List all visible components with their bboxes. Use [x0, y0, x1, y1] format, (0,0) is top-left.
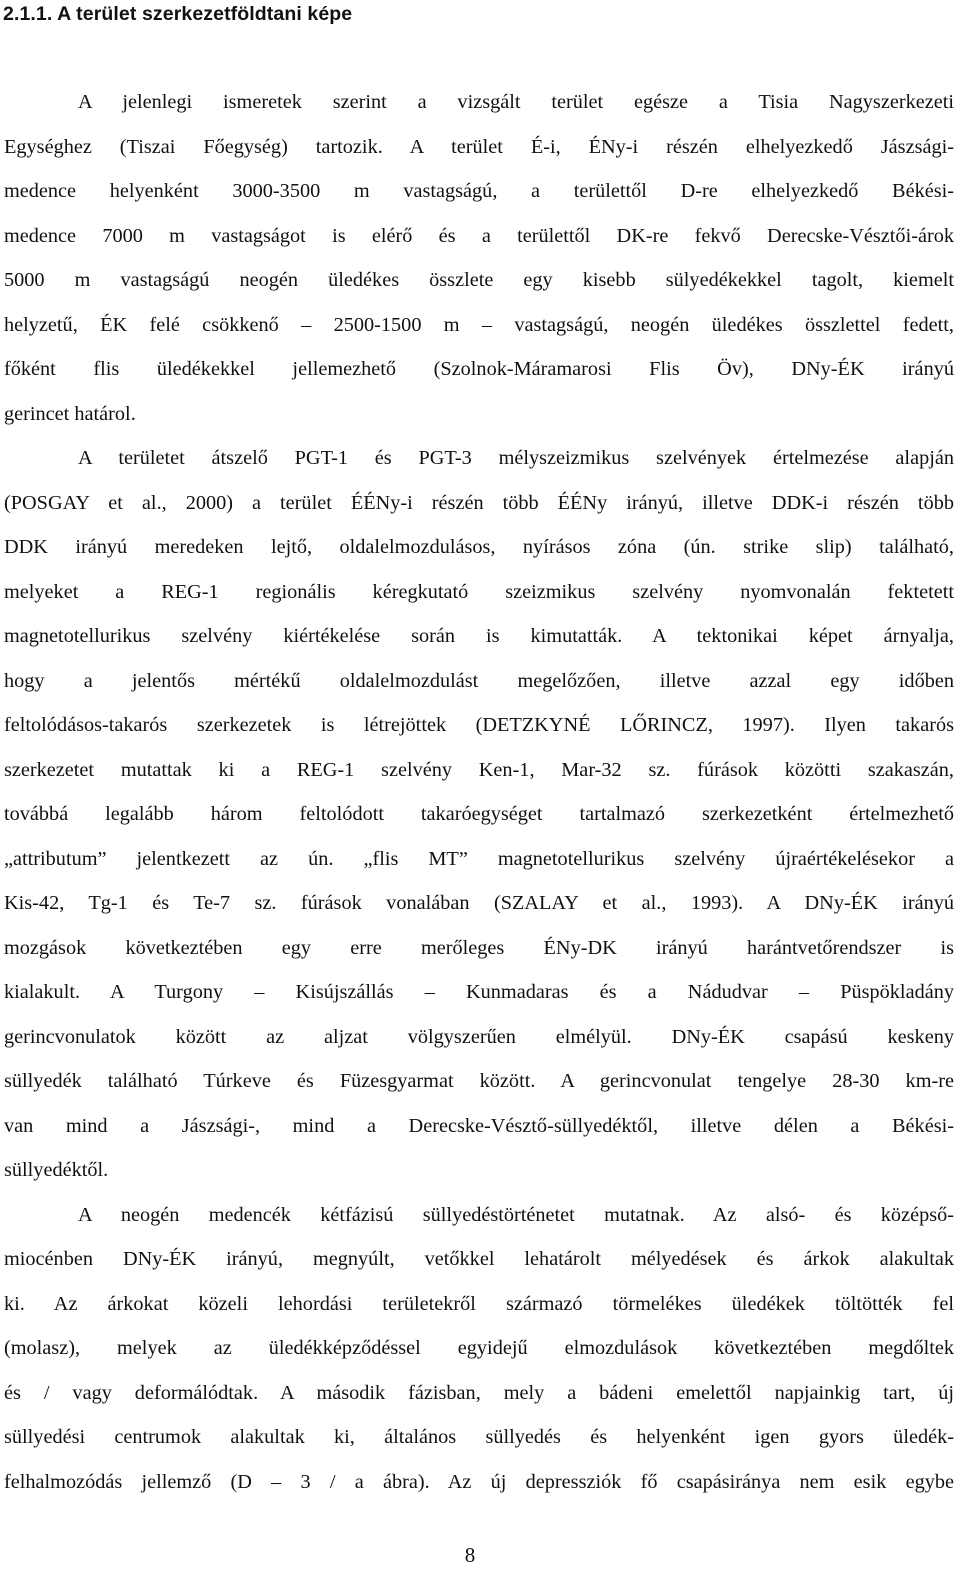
text-line: gerincet határol.	[4, 402, 136, 425]
text-line: Kis-42, Tg-1 és Te-7 sz. fúrások vonalában (SZALAY et al., 1993). A DNy-ÉK irányú	[4, 892, 954, 914]
page-number: 8	[464, 1543, 476, 1567]
text-line: (molasz), melyek az üledékképződéssel egyidejű elmozdulások következtében megdőltek	[4, 1337, 954, 1359]
text-line: helyzetű, ÉK felé csökkenő – 2500-1500 m – vastagságú, neogén üledékes összlettel fedett,	[4, 313, 954, 336]
text-line: melyeket a REG-1 regionális kéregkutató szeizmikus szelvény nyomvonalán fektetett	[4, 580, 954, 603]
text-line: van mind a Jászsági-, mind a Derecske-Vésztő-süllyedéktől, illetve délen a Békési-	[4, 1114, 954, 1137]
text-line: magnetotellurikus szelvény kiértékelése során is kimutatták. A tektonikai képet árnyalja,	[4, 625, 954, 647]
text-line: továbbá legalább három feltolódott takaróegységet tartalmazó szerkezetként értelmezhető	[4, 803, 954, 825]
text-line: DDK irányú meredeken lejtő, oldalelmozdulásos, nyírásos zóna (ún. strike slip) található,	[4, 536, 954, 558]
text-line: „attributum” jelentkezett az ún. „flis MT” magnetotellurikus szelvény újraértékelésekor a	[4, 847, 954, 870]
text-line: miocénben DNy-ÉK irányú, megnyúlt, vetőkkel lehatárolt mélyedések és árkok alakultak	[4, 1248, 954, 1270]
text-line: 5000 m vastagságú neogén üledékes összlete egy kisebb sülyedékekkel tagolt, kiemelt	[4, 269, 954, 291]
text-line: (POSGAY et al., 2000) a terület ÉÉNy-i részén több ÉÉNy irányú, illetve DDK-i részén több	[4, 491, 954, 514]
text-line: kialakult. A Turgony – Kisújszállás – Kunmadaras és a Nádudvar – Püspökladány	[4, 981, 954, 1003]
text-line: medence helyenként 3000-3500 m vastagságú, a területtől D-re elhelyezkedő Békési-	[4, 180, 954, 202]
text-line: A jelenlegi ismeretek szerint a vizsgált terület egésze a Tisia Nagyszerkezeti	[78, 91, 954, 113]
text-line: A területet átszelő PGT-1 és PGT-3 mélyszeizmikus szelvények értelmezése alapján	[78, 447, 954, 469]
text-line: ki. Az árkokat közeli lehordási területekről származó törmelékes üledékek töltötték fel	[4, 1292, 954, 1315]
body-text	[4, 80, 954, 1504]
section-heading: 2.1.1. A terület szerkezetföldtani képe	[3, 3, 353, 25]
text-line: mozgások következtében egy erre merőleges ÉNy-DK irányú harántvetőrendszer is	[4, 936, 954, 959]
text-line: és / vagy deformálódtak. A második fázisban, mely a bádeni emelettől napjainkig tart, új	[4, 1381, 954, 1404]
text-line: hogy a jelentős mértékű oldalelmozdulást megelőzően, illetve azzal egy időben	[4, 669, 954, 692]
text-line: süllyedéktől.	[4, 1159, 109, 1181]
text-line: feltolódásos-takarós szerkezetek is létrejöttek (DETZKYNÉ LŐRINCZ, 1997). Ilyen takarós	[4, 714, 954, 736]
text-line: gerincvonulatok között az aljzat völgyszerűen elmélyül. DNy-ÉK csapású keskeny	[4, 1025, 954, 1048]
text-line: süllyedési centrumok alakultak ki, általános süllyedés és helyenként igen gyors üledék-	[4, 1426, 954, 1448]
text-line: főként flis üledékekkel jellemezhető (Szolnok-Máramarosi Flis Öv), DNy-ÉK irányú	[4, 358, 954, 380]
text-line: A neogén medencék kétfázisú süllyedéstörténetet mutatnak. Az alsó- és középső-	[78, 1203, 954, 1226]
text-line: medence 7000 m vastagságot is elérő és a területtől DK-re fekvő Derecske-Vésztői-árok	[4, 224, 954, 247]
text-line: szerkezetet mutattak ki a REG-1 szelvény Ken-1, Mar-32 sz. fúrások közötti szakaszán,	[4, 758, 954, 781]
text-line: Egységhez (Tiszai Főegység) tartozik. A terület É-i, ÉNy-i részén elhelyezkedő Jászsági-	[4, 135, 954, 158]
text-line: felhalmozódás jellemző (D – 3 / a ábra). Az új depressziók fő csapásiránya nem esik egybe	[4, 1470, 954, 1493]
text-line: süllyedék található Túrkeve és Füzesgyarmat között. A gerincvonulat tengelye 28-30 km-re	[4, 1070, 954, 1092]
